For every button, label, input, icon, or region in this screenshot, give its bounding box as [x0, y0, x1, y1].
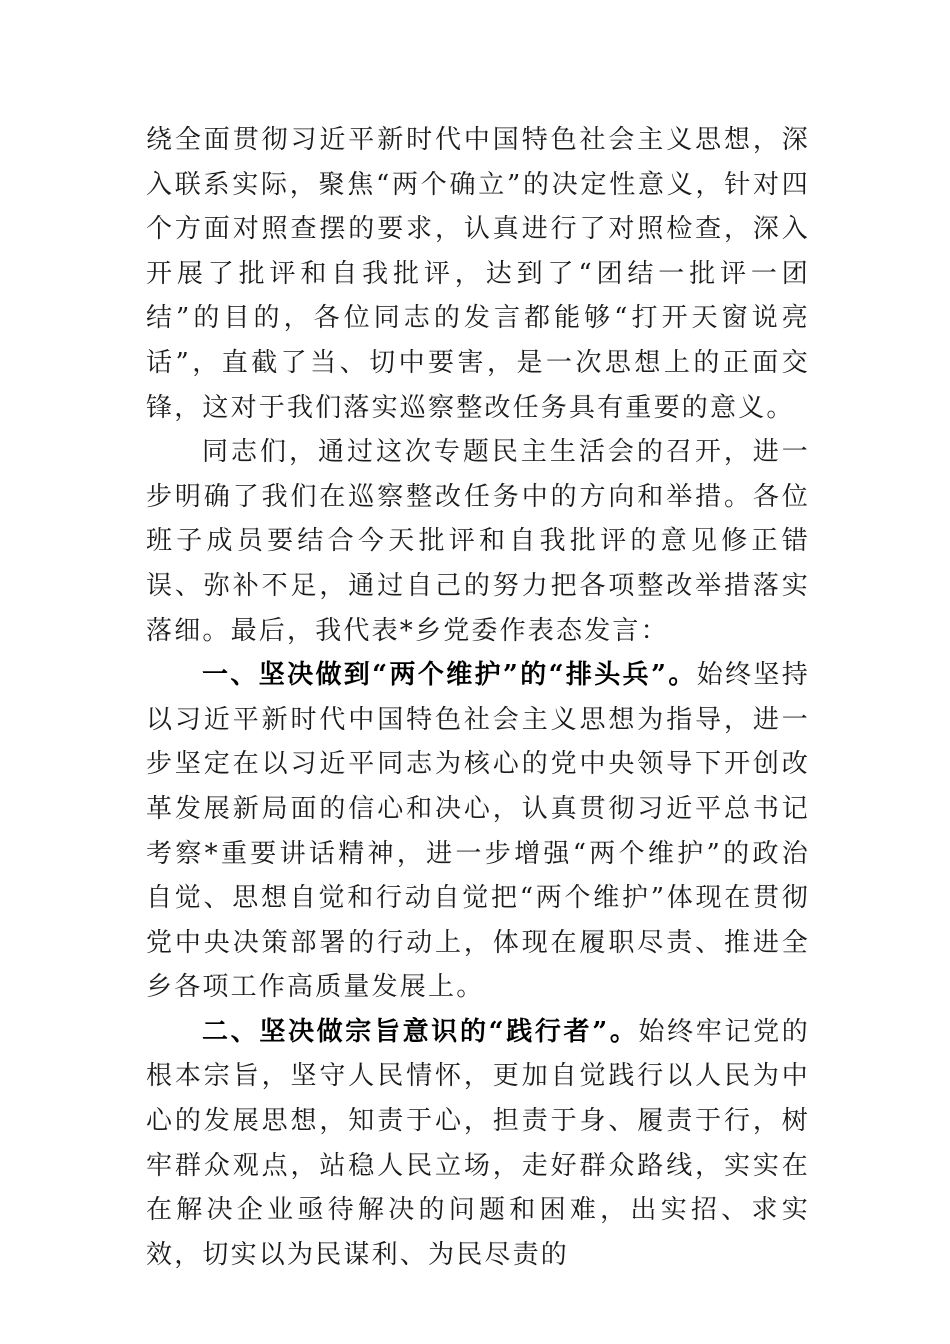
paragraph-conclusion: 同志们，通过这次专题民主生活会的召开，进一步明确了我们在巡察整改任务中的方向和举措。各位班子成员要结合今天批评和自我批评的意见修正错误、弥补不足，通过自己的努力把各项整改举措落实落细。最后，我代表*乡党委作表态发言：: [146, 437, 810, 646]
paragraph-point-one: [146, 653, 810, 1010]
point-one-heading: 一、坚决做到“两个维护”的“排头兵”。: [202, 660, 697, 691]
point-one-text: 始终坚持以习近平新时代中国特色社会主义思想为指导，进一步坚定在以习近平同志为核心的党中央领导下开创改革发展新局面的信心和决心，认真贯彻习近平总书记考察*重要讲话精神，进一步增强“两个维护”的政治自觉、思想自觉和行动自觉把“两个维护”体现在贯彻党中央决策部署的行动上，体现在履职尽责、推进全乡各项工作高质量发展上。: [146, 660, 810, 1003]
point-two-heading: 二、坚决做宗旨意识的“践行者”。: [202, 1016, 639, 1047]
point-two-text: 始终牢记党的根本宗旨，坚守人民情怀，更加自觉践行以人民为中心的发展思想，知责于心，担责于身、履责于行，树牢群众观点，站稳人民立场，走好群众路线，实实在在解决企业亟待解决的问题和困难，出实招、求实效，切实以为民谋利、为民尽责的: [146, 1016, 810, 1270]
document-body: [146, 118, 810, 1277]
paragraph-continuation: 绕全面贯彻习近平新时代中国特色社会主义思想，深入联系实际，聚焦“两个确立”的决定性意义，针对四个方面对照查摆的要求，认真进行了对照检查，深入开展了批评和自我批评，达到了“团结一批评一团结”的目的，各位同志的发言都能够“打开天窗说亮话”，直截了当、切中要害，是一次思想上的正面交锋，这对于我们落实巡察整改任务具有重要的意义。: [146, 125, 810, 423]
paragraph-point-two: [146, 1010, 810, 1278]
